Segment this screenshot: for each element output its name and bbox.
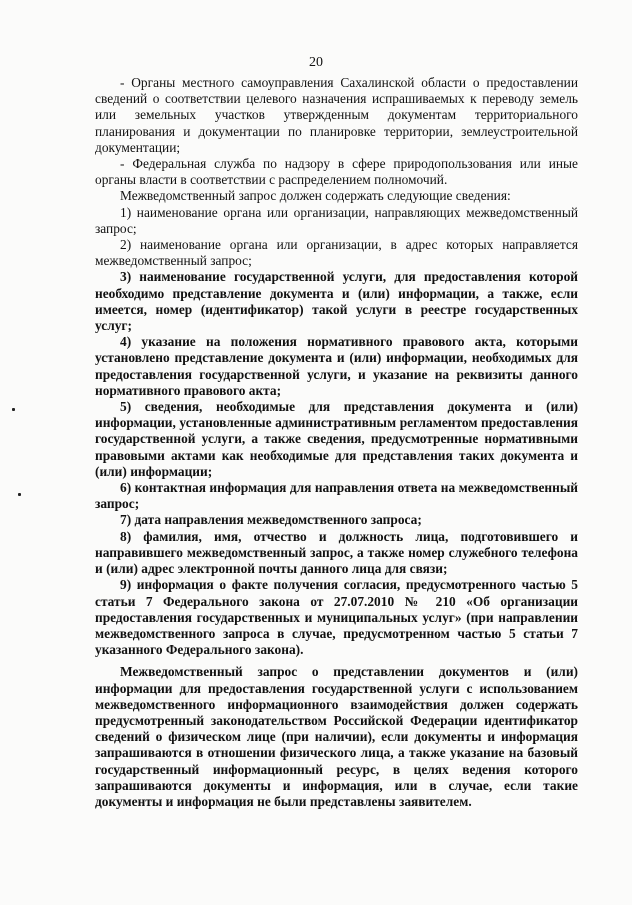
scan-mark <box>18 493 21 496</box>
paragraph-local-authorities: - Органы местного самоуправления Сахалинской области о предоставлении сведений о соответствии целевого назначения испрашиваемых к переводу земель или земельных участков утвержденным документам территориального планирования и документации по планировке территории, землеустроительной документации; <box>95 75 578 155</box>
list-item-1: 1) наименование органа или организации, направляющих межведомственный запрос; <box>95 204 578 236</box>
list-item-7: 7) дата направления межведомственного запроса; <box>120 512 422 528</box>
list-item-2: 2) наименование органа или организации, в адрес которых направляется межведомственный запрос; <box>95 237 578 269</box>
paragraph-identifier-requirement: Межведомственный запрос о представлении документов и (или) информации для предоставления государственной услуги с использованием межведомственного информационного взаимодействия должен содержать предусмотренный законодательством Российской Федерации идентификатор сведений о физическом лице (при наличии), если документы и информация запрашиваются в отношении физического лица, а также указание на базовый государственный информационный ресурс, в целях ведения которого запрашиваются документы и информация, или в случае, если такие документы и информация не были представлены заявителем. <box>95 664 578 809</box>
list-item-4: 4) указание на положения нормативного правового акта, которыми установлено представление документа и (или) информации, необходимых для предоставления государственной услуги, и указание на реквизиты данного нормативного правового акта; <box>95 334 578 398</box>
list-item-8: 8) фамилия, имя, отчество и должность лица, подготовившего и направившего межведомственный запрос, а также номер служебного телефона и (или) адрес электронной почты данного лица для связи; <box>95 528 578 577</box>
list-item-3: 3) наименование государственной услуги, для предоставления которой необходимо представление документа и (или) информации, а также, если имеется, номер (идентификатор) такой услуги в реестре государственных услуг; <box>95 269 578 334</box>
document-body <box>95 75 578 810</box>
page-number: 20 <box>309 55 323 70</box>
list-item-5: 5) сведения, необходимые для представления документа и (или) информации, установленные административным регламентом предоставления государственной услуги, а также сведения, предусмотренные нормативными правовыми актами как необходимые для представления таких документа и (или) информации; <box>95 399 578 479</box>
scan-mark <box>12 408 15 411</box>
paragraph-request-contents-intro: Межведомственный запрос должен содержать следующие сведения: <box>120 188 511 204</box>
paragraph-federal-service: - Федеральная служба по надзору в сфере природопользования или иные органы власти в соответствии с распределением полномочий. <box>95 156 578 188</box>
list-item-9: 9) информация о факте получения согласия, предусмотренного частью 5 статьи 7 Федерального закона от 27.07.2010 № 210 «Об организации предоставления государственных и муниципальных услуг» (при направлении межведомственного запроса в случае, предусмотренном частью 5 статьи 7 указанного Федерального закона). <box>95 577 578 658</box>
list-item-6: 6) контактная информация для направления ответа на межведомственный запрос; <box>95 480 578 512</box>
